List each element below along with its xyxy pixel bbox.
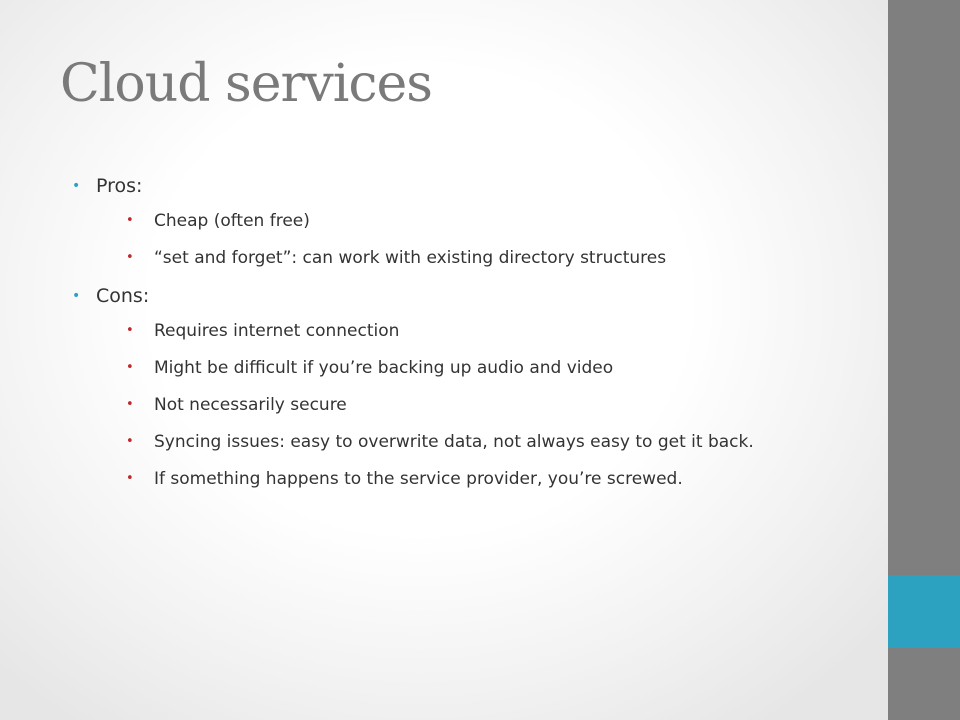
sub-list-pros (96, 208, 842, 271)
bullet-list (72, 172, 842, 492)
list-item (126, 208, 842, 234)
list-item (126, 392, 842, 418)
bullet-icon: • (72, 288, 81, 304)
list-item-text: If something happens to the service provider, you’re screwed. (154, 469, 683, 489)
list-item-text: Requires internet connection (154, 321, 400, 341)
bullet-icon: • (126, 434, 134, 449)
list-item-text: Might be difficult if you’re backing up audio and video (154, 358, 614, 378)
list-item (126, 245, 842, 271)
bullet-icon: • (126, 323, 134, 338)
list-item-text: Syncing issues: easy to overwrite data, not always easy to get it back. (154, 432, 754, 452)
list-item-text: Not necessarily secure (154, 395, 347, 415)
sub-list-cons (96, 318, 842, 492)
bullet-icon: • (72, 178, 81, 194)
slide-body (72, 172, 842, 503)
slide-title: Cloud services (60, 54, 432, 114)
list-item-cons (72, 282, 842, 492)
section-label-pros: Pros: (96, 175, 143, 197)
bullet-icon: • (126, 397, 134, 412)
list-item (126, 318, 842, 344)
list-item (126, 466, 842, 492)
list-item-text: “set and forget”: can work with existing directory structures (154, 248, 667, 268)
list-item (126, 429, 842, 455)
bullet-icon: • (126, 471, 134, 486)
bullet-icon: • (126, 250, 134, 265)
list-item (126, 355, 842, 381)
bullet-icon: • (126, 213, 134, 228)
bullet-icon: • (126, 360, 134, 375)
list-item-text: Cheap (often free) (154, 211, 310, 231)
accent-block (888, 575, 960, 648)
list-item-pros (72, 172, 842, 271)
section-label-cons: Cons: (96, 285, 150, 307)
